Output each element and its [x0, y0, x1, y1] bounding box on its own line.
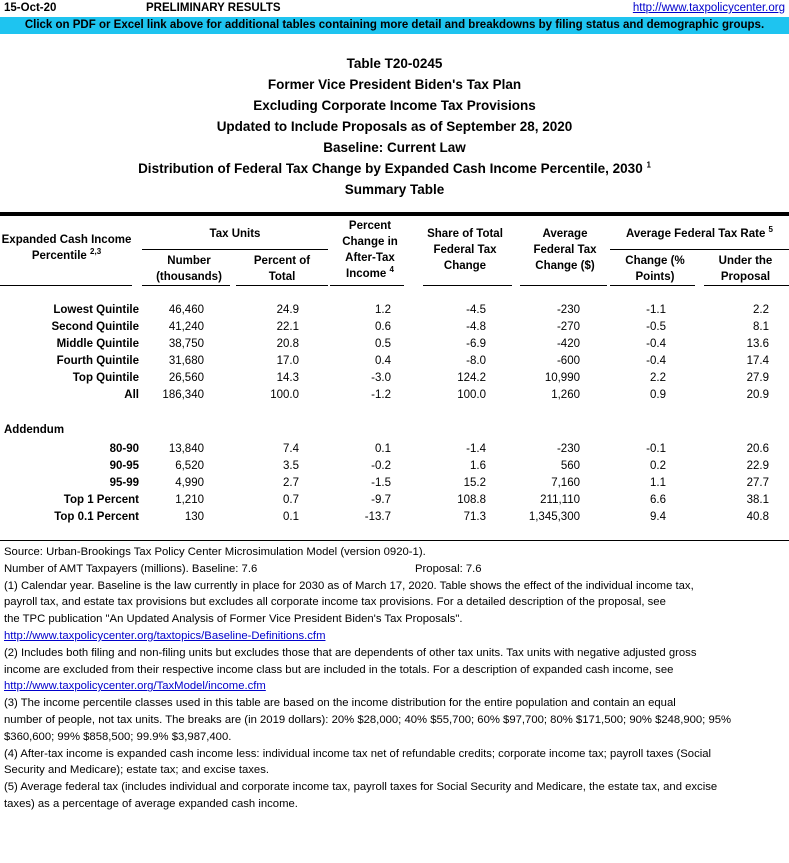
header-line: Points): [635, 271, 675, 283]
cell-avg-change: 211,110: [540, 494, 580, 506]
footnote-ref: 5: [768, 225, 773, 235]
table-row: [0, 336, 789, 353]
header-tax-units-group: Tax Units: [209, 228, 261, 240]
header-rate-group: [610, 226, 789, 242]
cell-number: 46,460: [168, 304, 204, 316]
note-2-line: income are excluded from their respective income class but are included in the totals. For a description of expanded cash income, see: [4, 663, 674, 676]
footnote-ref: 4: [389, 265, 394, 275]
title-line-4: Baseline: Current Law: [323, 140, 466, 155]
source-note: Source: Urban-Brookings Tax Policy Center Microsimulation Model (version 0920-1).: [4, 546, 426, 558]
cell-rate-proposal: 22.9: [746, 460, 769, 472]
note-5-line: (5) Average federal tax (includes individual and corporate income tax, payroll taxes for Social Security and Medicare, the estate tax, and excise: [4, 781, 718, 794]
note-3-line: (3) The income percentile classes used in this table are based on the income distribution for the entire population and contain an equal: [4, 697, 676, 710]
cell-number: 26,560: [168, 372, 204, 384]
cell-avg-change: -230: [556, 304, 580, 316]
cell-pct-total: 22.1: [276, 321, 299, 333]
table-row: [0, 509, 789, 526]
header-line: Change: [443, 260, 487, 272]
cell-pct-change-aftertax: 0.5: [375, 338, 391, 350]
cell-rate-change: 6.6: [650, 494, 666, 506]
header-percentile-text: Percentile: [31, 250, 87, 262]
cell-pct-change-aftertax: -1.5: [371, 477, 391, 489]
table-row: [0, 302, 789, 319]
cell-rate-change: -0.1: [646, 443, 666, 455]
title-line-6: Summary Table: [344, 182, 445, 197]
cell-share-change: -4.8: [466, 321, 486, 333]
cell-rate-proposal: 27.7: [746, 477, 769, 489]
cell-pct-total: 3.5: [283, 460, 299, 472]
header-percent-total-line2: Total: [268, 271, 296, 283]
cell-share-change: -4.5: [466, 304, 486, 316]
cell-rate-change: -0.4: [646, 355, 666, 367]
note-1-line: payroll tax, and estate tax provisions but excludes all corporate income tax provisions. For a detailed description of the proposal, see: [4, 596, 666, 609]
cell-avg-change: 10,990: [544, 372, 580, 384]
header-line: Under the: [718, 255, 773, 267]
cell-rate-change: 0.2: [650, 460, 666, 472]
row-label: 95-99: [109, 477, 139, 489]
cell-rate-change: -1.1: [646, 304, 666, 316]
cell-avg-change: 560: [560, 460, 580, 472]
header-percentile-line2: [0, 248, 133, 264]
cell-pct-total: 2.7: [283, 477, 299, 489]
title-line-3: Updated to Include Proposals as of September 28, 2020: [216, 119, 573, 134]
header-line: Change in: [342, 236, 398, 248]
row-label: Fourth Quintile: [56, 355, 139, 367]
note-1-line: (1) Calendar year. Baseline is the law currently in place for 2030 as of March 17, 2020. Table shows the effect of the individual income tax,: [4, 579, 694, 592]
cell-pct-total: 24.9: [276, 304, 299, 316]
footnote-ref: 1: [646, 160, 651, 170]
header-line: Federal Tax: [533, 244, 597, 256]
title-line-5-text: Distribution of Federal Tax Change by Expanded Cash Income Percentile, 2030: [138, 161, 643, 176]
header-line: Average: [542, 228, 588, 240]
cell-rate-proposal: 2.2: [753, 304, 769, 316]
cell-avg-change: -270: [556, 321, 580, 333]
cell-rate-proposal: 13.6: [746, 338, 769, 350]
table-bottom-rule: [0, 540, 789, 541]
cell-share-change: -6.9: [466, 338, 486, 350]
title-line-1: Former Vice President Biden's Tax Plan: [267, 77, 522, 92]
cell-pct-total: 14.3: [276, 372, 299, 384]
cell-rate-change: -0.5: [646, 321, 666, 333]
cell-pct-change-aftertax: 0.4: [375, 355, 391, 367]
header-percent-total-line1: Percent of: [253, 255, 311, 267]
cell-rate-proposal: 27.9: [746, 372, 769, 384]
cell-pct-total: 0.1: [283, 511, 299, 523]
cell-number: 4,990: [175, 477, 204, 489]
cell-avg-change: -420: [556, 338, 580, 350]
cell-number: 13,840: [168, 443, 204, 455]
header-share-change: [418, 226, 512, 274]
row-label: 80-90: [109, 443, 139, 455]
cell-share-change: -8.0: [466, 355, 486, 367]
cell-share-change: -1.4: [466, 443, 486, 455]
group-underline: [610, 249, 789, 250]
cell-rate-change: 9.4: [650, 511, 666, 523]
header-number: [142, 253, 236, 285]
row-label: Top 0.1 Percent: [54, 511, 139, 523]
cell-number: 1,210: [175, 494, 204, 506]
report-date: 15-Oct-20: [4, 2, 57, 14]
info-banner: Click on PDF or Excel link above for additional tables containing more detail and breakdowns by filing status and demographic groups.: [0, 17, 789, 34]
table-titles: [0, 53, 789, 200]
header-underline: [236, 285, 328, 286]
table-row: [0, 441, 789, 458]
cell-pct-change-aftertax: 1.2: [375, 304, 391, 316]
table-row: [0, 353, 789, 370]
amt-note: [4, 561, 789, 578]
cell-rate-change: 2.2: [650, 372, 666, 384]
note-4-line: (4) After-tax income is expanded cash income less: individual income tax net of refundable credits; corporate income tax; payroll taxes (Social: [4, 747, 712, 760]
cell-avg-change: 1,260: [551, 389, 580, 401]
cell-rate-proposal: 8.1: [753, 321, 769, 333]
cell-pct-change-aftertax: 0.1: [375, 443, 391, 455]
cell-pct-change-aftertax: -13.7: [364, 511, 391, 523]
cell-pct-total: 0.7: [283, 494, 299, 506]
table-id: Table T20-0245: [346, 56, 443, 71]
cell-pct-change-aftertax: -1.2: [371, 389, 391, 401]
cell-share-change: 15.2: [463, 477, 486, 489]
cell-share-change: 124.2: [457, 372, 486, 384]
row-label: Lowest Quintile: [53, 304, 139, 316]
cell-number: 41,240: [168, 321, 204, 333]
note-3-line: number of people, not tax units. The breaks are (in 2019 dollars): 20% $28,000; 40% $55,700; 60% $97,700; 80% $171,500; 90% $248,900; 95%: [4, 713, 732, 726]
cell-rate-proposal: 20.6: [746, 443, 769, 455]
header-number-line2: (thousands): [156, 271, 222, 283]
table-row: [0, 492, 789, 509]
header-underline: [520, 285, 607, 286]
income-definition-link[interactable]: http://www.taxpolicycenter.org/TaxModel/income.cfm: [4, 680, 266, 693]
cell-share-change: 71.3: [463, 511, 486, 523]
header-underline: [610, 285, 695, 286]
title-line-2: Excluding Corporate Income Tax Provisions: [253, 98, 536, 113]
cell-pct-change-aftertax: 0.6: [375, 321, 391, 333]
row-label: All: [124, 389, 139, 401]
cell-rate-proposal: 17.4: [746, 355, 769, 367]
cell-avg-change: 7,160: [551, 477, 580, 489]
header-line: Proposal: [720, 271, 771, 283]
cell-rate-change: 1.1: [650, 477, 666, 489]
cell-share-change: 1.6: [470, 460, 486, 472]
header-line: Change (%: [625, 255, 685, 267]
table-row: [0, 458, 789, 475]
header-pct-change-aftertax: [330, 218, 410, 282]
cell-rate-proposal: 20.9: [746, 389, 769, 401]
header-number-line1: Number: [167, 255, 211, 267]
cell-pct-total: 20.8: [276, 338, 299, 350]
row-label: Second Quintile: [51, 321, 139, 333]
header-line: [330, 266, 410, 282]
header-rate-group-text: Average Federal Tax Rate: [626, 228, 766, 240]
cell-number: 6,520: [175, 460, 204, 472]
row-label: 90-95: [109, 460, 139, 472]
cell-pct-change-aftertax: -3.0: [371, 372, 391, 384]
amt-baseline: Number of AMT Taxpayers (millions). Baseline: 7.6: [4, 562, 258, 575]
cell-number: 38,750: [168, 338, 204, 350]
addendum-label: Addendum: [4, 424, 65, 436]
note-1-line: the TPC publication "An Updated Analysis of Former Vice President Biden's Tax Proposals".: [4, 613, 463, 626]
header-line: Federal Tax: [433, 244, 497, 256]
table-row: [0, 319, 789, 336]
footnotes: [4, 544, 789, 813]
cell-pct-total: 17.0: [276, 355, 299, 367]
table-row: [0, 475, 789, 492]
cell-avg-change: -230: [556, 443, 580, 455]
cell-avg-change: 1,345,300: [528, 511, 580, 523]
header-line: After-Tax: [345, 252, 395, 264]
cell-number: 31,680: [168, 355, 204, 367]
cell-pct-total: 100.0: [270, 389, 299, 401]
cell-rate-change: 0.9: [650, 389, 666, 401]
header-underline: [704, 285, 789, 286]
preliminary-label: PRELIMINARY RESULTS: [146, 2, 281, 14]
cell-number: 186,340: [162, 389, 204, 401]
note-2-line: (2) Includes both filing and non-filing units but excludes those that are dependents of other tax units. Tax units with negative adjusted gross: [4, 646, 697, 659]
header-underline: [423, 285, 512, 286]
table-top-rule: [0, 212, 789, 216]
cell-rate-proposal: 40.8: [746, 511, 769, 523]
tpc-site-link[interactable]: http://www.taxpolicycenter.org: [632, 2, 785, 14]
cell-rate-change: -0.4: [646, 338, 666, 350]
header-percentile-line1: Expanded Cash Income: [1, 234, 132, 246]
table-row: [0, 370, 789, 387]
cell-avg-change: -600: [556, 355, 580, 367]
header-line: Change ($): [535, 260, 595, 272]
header-line: Share of Total: [427, 228, 503, 240]
row-label: Top Quintile: [72, 372, 139, 384]
header-rate-proposal: [702, 253, 789, 285]
header-underline: [0, 285, 132, 286]
note-4-line: Security and Medicare); estate tax; and excise taxes.: [4, 764, 269, 777]
cell-pct-change-aftertax: -0.2: [371, 460, 391, 472]
header-percentile: [0, 232, 133, 264]
cell-rate-proposal: 38.1: [746, 494, 769, 506]
table-row: [0, 387, 789, 404]
title-line-5: [0, 158, 789, 179]
header-percent-total: [236, 253, 328, 285]
baseline-definitions-link[interactable]: http://www.taxpolicycenter.org/taxtopics/Baseline-Definitions.cfm: [4, 629, 326, 642]
header-underline: [142, 285, 230, 286]
row-label: Middle Quintile: [56, 338, 139, 350]
header-line-text: Income: [346, 268, 387, 280]
header-line: Percent: [348, 220, 392, 232]
group-underline: [142, 249, 328, 250]
footnote-ref: 2,3: [90, 247, 102, 257]
header-avg-change: [520, 226, 610, 274]
cell-pct-change-aftertax: -9.7: [371, 494, 391, 506]
note-5-line: taxes) as a percentage of average expanded cash income.: [4, 797, 298, 810]
row-label: Top 1 Percent: [63, 494, 139, 506]
cell-number: 130: [184, 511, 204, 523]
cell-share-change: 108.8: [457, 494, 486, 506]
cell-share-change: 100.0: [457, 389, 486, 401]
header-underline: [330, 285, 404, 286]
amt-proposal: Proposal: 7.6: [415, 562, 482, 575]
cell-pct-total: 7.4: [283, 443, 299, 455]
note-3-line: $360,600; 99% $858,500; 99.9% $3,987,400.: [4, 730, 232, 743]
header-rate-change: [610, 253, 700, 285]
